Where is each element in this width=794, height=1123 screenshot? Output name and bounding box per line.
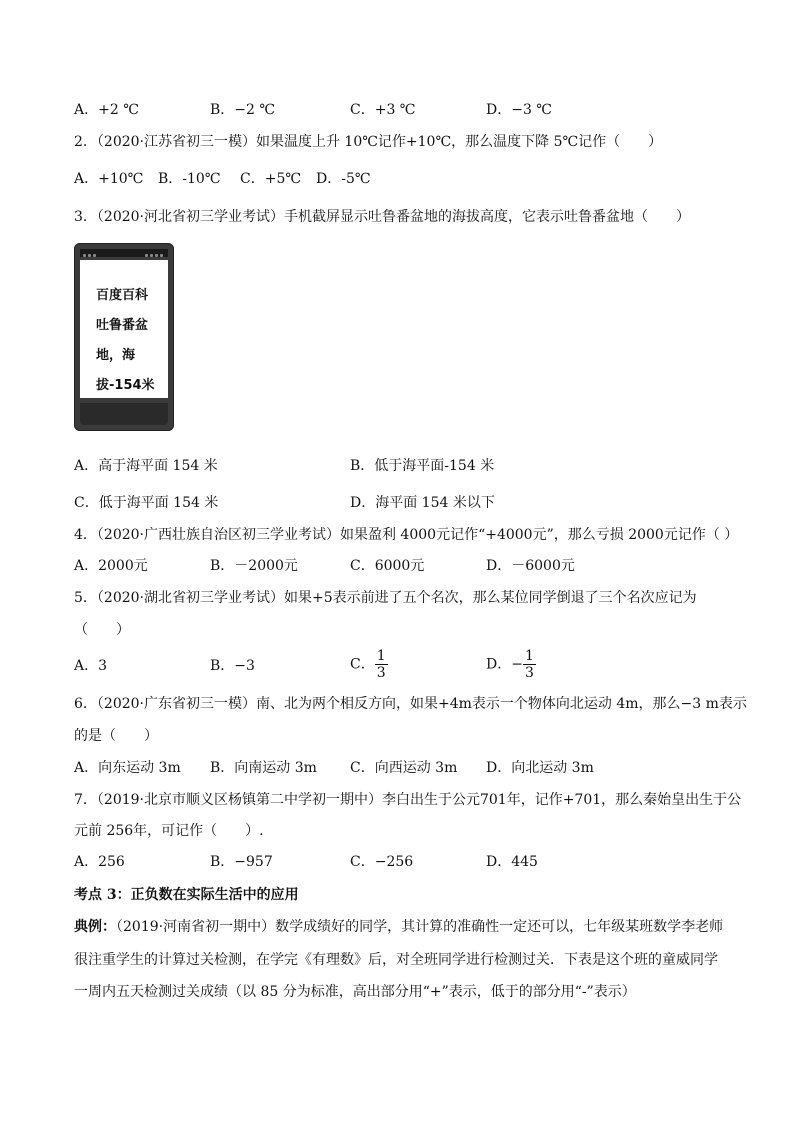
q5-option-c-label: C． xyxy=(350,656,375,673)
q4-stem: 4．（2020·广西壮族自治区初三学业考试）如果盈利 4000元记作“+4000元”，那么亏损 2000元记作（ ） xyxy=(74,527,739,543)
q5-option-c[interactable] xyxy=(350,648,388,681)
phone-screen xyxy=(80,260,168,398)
q7-stem-cont: 元前 256年，可记作（ ）. xyxy=(74,823,264,839)
q3-option-b[interactable]: B．低于海平面-154 米 xyxy=(350,458,495,474)
q7-option-d[interactable]: D．445 xyxy=(486,854,538,870)
q5-option-d[interactable] xyxy=(486,648,536,681)
q1-option-c[interactable]: C．+3 ℃ xyxy=(350,102,416,118)
q5-option-c-fraction xyxy=(375,648,388,681)
q6-option-b[interactable]: B．向南运动 3m xyxy=(210,760,317,776)
q3-option-c[interactable]: C．低于海平面 154 米 xyxy=(74,495,219,511)
phone-status-bar xyxy=(80,249,168,257)
q2-option-c[interactable]: C．+5℃ xyxy=(240,171,302,187)
q3-options-row1 xyxy=(74,456,714,476)
fraction-denominator: 3 xyxy=(524,665,534,681)
q6-options xyxy=(74,758,714,778)
phone-text-line-3: 地，海 xyxy=(96,348,136,363)
example-line-1 xyxy=(74,917,723,937)
q2-option-b[interactable]: B．-10℃ xyxy=(158,171,221,187)
q2-options xyxy=(74,169,714,189)
example-line-2: 很注重学生的计算过关检测，在学完《有理数》后，对全班同学进行检测过关．下表是这个班的童威同学 xyxy=(74,952,718,968)
q6-option-c[interactable]: C．向西运动 3m xyxy=(350,760,458,776)
q5-stem: 5．（2020·湖北省初三学业考试）如果+5表示前进了五个名次，那么某位同学倒退了三个名次应记为 xyxy=(74,590,697,606)
q6-option-a[interactable]: A．向东运动 3m xyxy=(74,760,181,776)
q5-option-b[interactable]: B．−3 xyxy=(210,658,255,674)
fraction-denominator: 3 xyxy=(376,665,386,681)
q2-option-a[interactable]: A．+10℃ xyxy=(74,171,144,187)
phone-text-line-1: 百度百科 xyxy=(96,288,149,303)
q3-options-row2 xyxy=(74,493,714,513)
q3-option-d[interactable]: D．海平面 154 米以下 xyxy=(350,495,495,511)
q5-options xyxy=(74,648,714,681)
q2-option-d[interactable]: D．-5℃ xyxy=(316,171,371,187)
phone-text-line-4: 拔-154米 xyxy=(96,378,155,393)
q1-option-b[interactable]: B．−2 ℃ xyxy=(210,102,276,118)
example-line-3: 一周内五天检测过关成绩（以 85 分为标准，高出部分用“+”表示，低于的部分用“-”表示） xyxy=(74,984,636,1000)
q4-option-c[interactable]: C．6000元 xyxy=(350,558,425,574)
q1-option-d[interactable]: D．−3 ℃ xyxy=(486,102,552,118)
fraction-numerator: 1 xyxy=(376,648,386,664)
q7-option-c[interactable]: C．−256 xyxy=(350,854,414,870)
q1-options xyxy=(74,100,714,120)
q7-option-a[interactable]: A．256 xyxy=(74,854,125,870)
q5-stem-cont: （ ） xyxy=(74,622,130,638)
q5-option-d-fraction xyxy=(523,648,536,681)
q5-option-d-label: D．− xyxy=(486,656,523,673)
phone-bottom-bezel xyxy=(80,403,168,425)
q7-stem: 7．（2019·北京市顺义区杨镇第二中学初一期中）李白出生于公元701年，记作+701，那么秦始皇出生于公 xyxy=(74,792,742,808)
q5-option-a[interactable]: A．3 xyxy=(74,658,108,674)
example-label: 典例： xyxy=(74,919,116,935)
phone-text-line-2: 吐鲁番盆 xyxy=(96,318,149,333)
q3-option-a[interactable]: A．高于海平面 154 米 xyxy=(74,458,218,474)
q1-option-a[interactable]: A．+2 ℃ xyxy=(74,102,139,118)
section-title: 考点 3：正负数在实际生活中的应用 xyxy=(74,887,299,903)
q4-options xyxy=(74,556,714,576)
q4-option-a[interactable]: A．2000元 xyxy=(74,558,148,574)
fraction-numerator: 1 xyxy=(524,648,534,664)
q6-stem: 6．（2020·广东省初三一模）南、北为两个相反方向，如果+4m表示一个物体向北运动 4m，那么−3 m表示 xyxy=(74,696,747,712)
q7-options xyxy=(74,852,714,872)
q4-option-b[interactable]: B．－2000元 xyxy=(210,558,298,574)
q6-option-d[interactable]: D．向北运动 3m xyxy=(486,760,594,776)
q4-option-d[interactable]: D．－6000元 xyxy=(486,558,575,574)
q2-stem: 2．（2020·江苏省初三一模）如果温度上升 10℃记作+10℃，那么温度下降 5℃记作（ ） xyxy=(74,134,663,150)
q6-stem-cont: 的是（ ） xyxy=(74,728,158,744)
phone-screenshot xyxy=(74,243,174,431)
example-line-1-text: （2019·河南省初一期中）数学成绩好的同学，其计算的准确性一定还可以，七年级某班数学李老师 xyxy=(116,919,724,935)
q7-option-b[interactable]: B．−957 xyxy=(210,854,273,870)
q3-stem: 3．（2020·河北省初三学业考试）手机截屏显示吐鲁番盆地的海拔高度，它表示吐鲁番盆地（ ） xyxy=(74,209,690,225)
